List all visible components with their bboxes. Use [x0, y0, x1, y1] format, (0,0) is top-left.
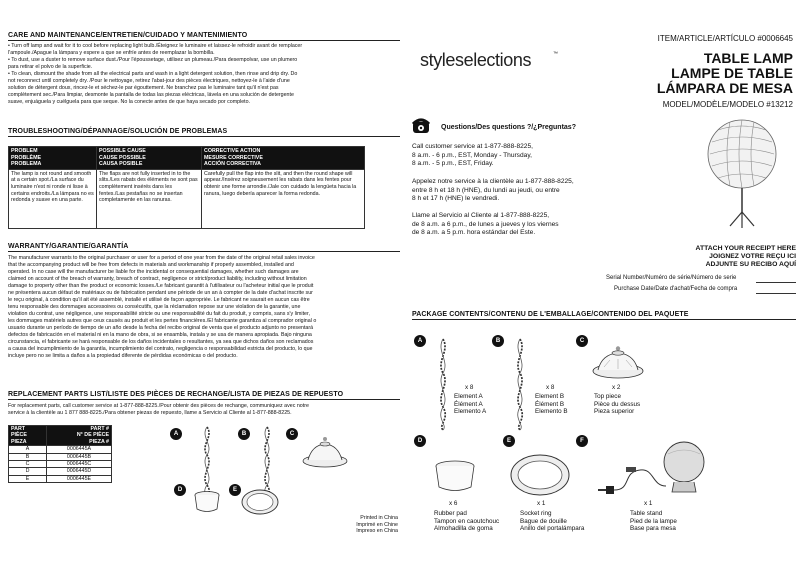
pkg-qty-d: x 6	[449, 500, 458, 507]
pkg-name-line: Pieza superior	[594, 408, 635, 416]
rp-partnum: 0006445C	[47, 461, 112, 468]
replacement-intro-line: service à la clientèle au 1 877 888-8225./Para obtener piezas de repuesto, llame a Servicio al Cliente al 1-877-888-8225.	[8, 410, 292, 416]
care-line: • To clean, dismount the shade from all the electrical parts and wash in a light detergent solution, then rinse and drip dry. Do	[8, 71, 298, 77]
pkg-names-e	[520, 510, 584, 533]
serial-number-line	[756, 282, 796, 283]
replacement-section-title: REPLACEMENT PARTS LIST/LISTE DES PIÈCES DE RECHANGE/LISTA DE PIEZAS DE REPUESTO	[8, 391, 400, 400]
printed-line: Impreso en China	[356, 528, 398, 535]
pkg-label-f: F	[576, 435, 588, 447]
care-line: • Turn off lamp and wait for it to cool before replacing light bulb./Éteignez le luminaire et laissez-le refroidir avant de remplacer	[8, 43, 303, 49]
questions-es-line: de 8 a.m. a 5 p.m. hora estándar del Este.	[412, 229, 536, 237]
pkg-qty-e: x 1	[537, 500, 546, 507]
questions-es-line: Llame al Servicio al Cliente al 1-877-888-8225,	[412, 212, 550, 219]
rp-label-c: C	[286, 428, 298, 440]
rp-part: E	[9, 475, 47, 482]
rp-partnum: 0006445B	[47, 453, 112, 460]
phone-icon	[412, 118, 430, 134]
pkg-name-line: Pièce du dessus	[594, 400, 641, 408]
package-section-title: PACKAGE CONTENTS/CONTENU DE L'EMBALLAGE/CONTENIDO DEL PAQUETE	[412, 311, 796, 320]
warranty-line: defectos de fabricación en el material ni en la mano de obra, si se ensambla, instala y se usa de manera apropiada. Bajo ninguna	[8, 332, 312, 338]
table-row	[9, 453, 112, 460]
questions-en-line: Call customer service at 1-877-888-8225,	[412, 143, 533, 150]
printed-in-china	[356, 515, 398, 535]
rp-rubber-pad-illustration	[192, 490, 222, 516]
pkg-qty-c: x 2	[612, 384, 621, 391]
questions-fr-line: entre 8 h et 18 h (HNE), du lundi au jeudi, ou entre	[412, 186, 560, 194]
questions-es-line: de 8 a.m. a 6 p.m., de lunes a jueves y los viernes	[412, 220, 559, 228]
rp-top-piece-illustration	[300, 435, 350, 470]
replacement-intro	[8, 403, 400, 417]
rp-part: A	[9, 446, 47, 453]
rp-partnum: 0006445D	[47, 468, 112, 475]
rp-socket-ring-illustration	[240, 487, 280, 517]
rp-partnum: 0006445A	[47, 446, 112, 453]
rp-label-e: E	[229, 484, 241, 496]
care-section-title: CARE AND MAINTENANCE/ENTRETIEN/CUIDADO Y MANTENIMIENTO	[8, 32, 400, 41]
pkg-label-c: C	[576, 335, 588, 347]
warranty-line: tenu responsable des dommages accessoires ou consécutifs, que la réclamation repose sur une violation de la garantie, une	[8, 304, 301, 310]
ts-cell-problem: The lamp is not round and smooth at a certain spot./La surface du luminaire n'est ni ronde ni lisse à certains endroits./La lámpara no es redonda y suave en una parte.	[9, 169, 97, 228]
questions-en-line: 8 a.m. - 5 p.m., EST, Friday.	[412, 160, 494, 168]
troubleshooting-table	[8, 146, 365, 229]
ts-cell-cause: The flaps are not fully inserted in to the slits./Les rabats des éléments ne sont pas complètement insérés dans les fentes./Las pestañas no se insertan completamente en las ranuras.	[97, 169, 202, 228]
rp-label-b: B	[238, 428, 250, 440]
printed-line: Printed in China	[360, 515, 398, 521]
rp-header-partnum: PART # N° DE PIÈCE PIEZA #	[47, 426, 112, 446]
rp-label-a: A	[170, 428, 182, 440]
pkg-name-line: Pied de la lampe	[630, 517, 677, 525]
product-title-en: TABLE LAMP	[703, 50, 793, 66]
ts-header-cause: POSSIBLE CAUSE CAUSE POSSIBLE CAUSA POSIBLE	[97, 147, 202, 170]
pkg-name-line: Tampon en caoutchouc	[434, 517, 500, 525]
pkg-name-line: Element A	[454, 393, 483, 400]
rp-part: B	[9, 453, 47, 460]
rp-partnum: 0006445E	[47, 475, 112, 482]
warranty-line: a causa del incumplimiento de la garantía, incumplimiento del contrato, negligencia o responsabilidad estricta del producto, lo que	[8, 346, 313, 352]
questions-en-line: 8 a.m. - 6 p.m., EST, Monday - Thursday,	[412, 151, 532, 159]
pkg-name-line: Anillo del portalámpara	[520, 525, 585, 533]
pkg-name-line: Rubber pad	[434, 510, 467, 517]
brand-tm: ™	[553, 51, 558, 57]
purchase-date-label: Purchase Date/Date d'achat/Fecha de compra	[614, 286, 738, 292]
ts-header-action: CORRECTIVE ACTION MESURE CORRECTIVE ACCIÓN CORRECTIVA	[202, 147, 365, 170]
warranty-line: les dommages matériels autres que ceux causés au produit et les pertes financières./El fabricante garantiza al comprador original o	[8, 318, 317, 324]
table-row	[9, 475, 112, 482]
questions-fr-line: 8 h et 17 h (HNE) le vendredi.	[412, 195, 500, 203]
model-number: MODEL/MODÈLE/MODELO #13212	[662, 100, 793, 109]
pkg-name-line: Almohadilla de goma	[434, 525, 493, 533]
questions-en	[412, 143, 533, 169]
rp-part: C	[9, 461, 47, 468]
pkg-name-line: Élément B	[535, 400, 565, 408]
pkg-socket-ring-illustration	[508, 452, 572, 498]
care-line: para retirar el polvo de la superficie.	[8, 64, 93, 70]
care-line: not reconnect until completely dry. /Pour le nettoyage, retirez l'abat-jour des pièces électriques, nettoyez-le à l'aide d'une	[8, 78, 290, 84]
warranty-line: The manufacturer warrants to the original purchaser or user for a period of one year from the date of the original retail sales invoice	[8, 255, 315, 261]
receipt-line: ATTACH YOUR RECEIPT HERE	[695, 245, 796, 252]
pkg-names-b	[535, 393, 568, 416]
serial-number-label: Serial Number/Numéro de série/Número de serie	[606, 275, 737, 281]
care-line: complètement sec./Para limpiar, desmonte la pantalla de todas las piezas eléctricas, lávela en una solución de detergente	[8, 92, 294, 98]
pkg-table-stand-illustration	[592, 440, 712, 500]
care-line: l'ampoule./Apague la lámpara y espere a que se enfríe antes de reemplazar la bombilla.	[8, 50, 215, 56]
brand-logo: styleselections	[420, 50, 532, 70]
pkg-name-line: Elemento B	[535, 408, 568, 416]
rp-header-part: PART PIÈCE PIEZA	[9, 426, 47, 446]
pkg-name-line: Table stand	[630, 510, 663, 517]
product-title-fr: LAMPE DE TABLE	[671, 65, 793, 81]
warranty-line: ne présentera aucun défaut de matériaux ou de fabrication pendant une période de un an à compter de la date d'achat inscrite sur	[8, 290, 313, 296]
replacement-parts-table	[8, 425, 112, 483]
pkg-name-line: Element B	[535, 393, 565, 400]
ts-cell-action: Carefully pull the flap into the slit, and then the round shape will appear./Insérez soigneusement les rabats dans les fentes pour obtenir une forme arrondie./Jale con cuidado la lengüeta hacia la ranura, luego debería aparecer la forma redonda.	[202, 169, 365, 228]
warranty-line: circunstancia, el fabricante se hará responsable de los daños incidentales o resultantes, ya sea que dichos daños son reclamados	[8, 339, 314, 345]
questions-es	[412, 212, 559, 238]
warranty-text	[8, 255, 400, 360]
table-row	[9, 446, 112, 453]
pkg-top-piece-illustration	[590, 345, 646, 381]
replacement-intro-line: For replacement parts, call customer service at 1-877-888-8225./Pour obtenir des pièces de rechange, communiquez avec notre	[8, 403, 309, 409]
care-line: suave, enjuáguela y cuélguela para que seque. No la conecte antes de que haya secado por completo.	[8, 99, 251, 105]
warranty-line: claimed on account of the breach of warranty, breach of contract, negligence or strict/product liability, including without limitation	[8, 276, 307, 282]
table-lamp-illustration	[702, 112, 782, 230]
table-row	[9, 461, 112, 468]
pkg-names-f	[630, 510, 677, 533]
pkg-name-line: Socket ring	[520, 510, 552, 517]
printed-line: Imprimé en Chine	[356, 521, 398, 528]
warranty-line: le reçu original, à condition qu'il ait été assemblé, installé et utilisé de façon appropriée. Le fabricant ne saurait en aucun cas être	[8, 297, 310, 303]
pkg-name-line: Élément A	[454, 400, 483, 408]
rp-label-d: D	[174, 484, 186, 496]
warranty-line: operated. In no case will the manufacturer be liable for the incidental or consequential damages, whether such damages are	[8, 269, 299, 275]
pkg-names-d	[434, 510, 499, 533]
questions-fr	[412, 178, 574, 204]
rp-part: D	[9, 468, 47, 475]
pkg-qty-a: x 8	[465, 384, 474, 391]
pkg-element-b-illustration	[507, 337, 533, 432]
item-number: ITEM/ARTICLE/ARTÍCULO #0006645	[657, 34, 793, 43]
ts-header-problem: PROBLEM PROBLÈME PROBLEMA	[9, 147, 97, 170]
warranty-line: violation du contrat, une négligence, une responsabilité stricte ou une responsabilité du fait du produit, y compris, sans s'y limiter,	[8, 311, 310, 317]
warranty-line: incluye pero no se limita a daños a la propiedad diferente de pérdidas económicas o del producto.	[8, 353, 238, 359]
pkg-name-line: Bague de douille	[520, 517, 567, 525]
pkg-label-d: D	[414, 435, 426, 447]
pkg-name-line: Elemento A	[454, 408, 487, 416]
warranty-line: usuario durante un período de tiempo de un año desde la fecha del recibo original de venta que el producto adjunto no presentará	[8, 325, 314, 331]
care-text	[8, 43, 400, 106]
product-title-es: LÁMPARA DE MESA	[656, 80, 793, 96]
care-line: solution de détergent doux, rincez-le et séchez-le par égouttement. Ne branchez pas le luminaire tant qu'il n'est pas	[8, 85, 279, 91]
warranty-line: damage to property other than the product or economic losses./Le fabricant garantit à l'utilisateur ou l'acheteur initial que le produit	[8, 283, 314, 289]
receipt-line: JOIGNEZ VOTRE REÇU ICI	[709, 253, 796, 261]
table-row	[9, 468, 112, 475]
pkg-label-b: B	[492, 335, 504, 347]
purchase-date-line	[756, 293, 796, 294]
pkg-names-a	[454, 393, 486, 416]
receipt-line: ADJUNTE SU RECIBO AQUÍ	[705, 261, 796, 269]
questions-heading: Questions/Des questions ?/¿Preguntas?	[441, 124, 576, 131]
receipt-block	[696, 245, 796, 270]
troubleshooting-section-title: TROUBLESHOOTING/DÉPANNAGE/SOLUCIÓN DE PROBLEMAS	[8, 128, 400, 137]
pkg-name-line: Top piece	[594, 393, 621, 400]
pkg-qty-b: x 8	[546, 384, 555, 391]
pkg-label-e: E	[503, 435, 515, 447]
pkg-name-line: Base para mesa	[630, 525, 676, 533]
pkg-rubber-pad-illustration	[432, 460, 478, 496]
pkg-qty-f: x 1	[644, 500, 653, 507]
questions-fr-line: Appelez notre service à la clientèle au 1-877-888-8225,	[412, 178, 574, 185]
pkg-element-a-illustration	[430, 337, 456, 432]
warranty-section-title: WARRANTY/GARANTIE/GARANTÍA	[8, 243, 400, 252]
care-line: • To dust, use a duster to remove surface dust./Pour l'époussetage, utilisez un plumeau./Para desempolvar, use un plumero	[8, 57, 298, 63]
pkg-label-a: A	[414, 335, 426, 347]
pkg-names-c	[594, 393, 640, 416]
warranty-line: that the accompanying product will be free from defects in materials and workmanship if properly assembled, installed and	[8, 262, 294, 268]
